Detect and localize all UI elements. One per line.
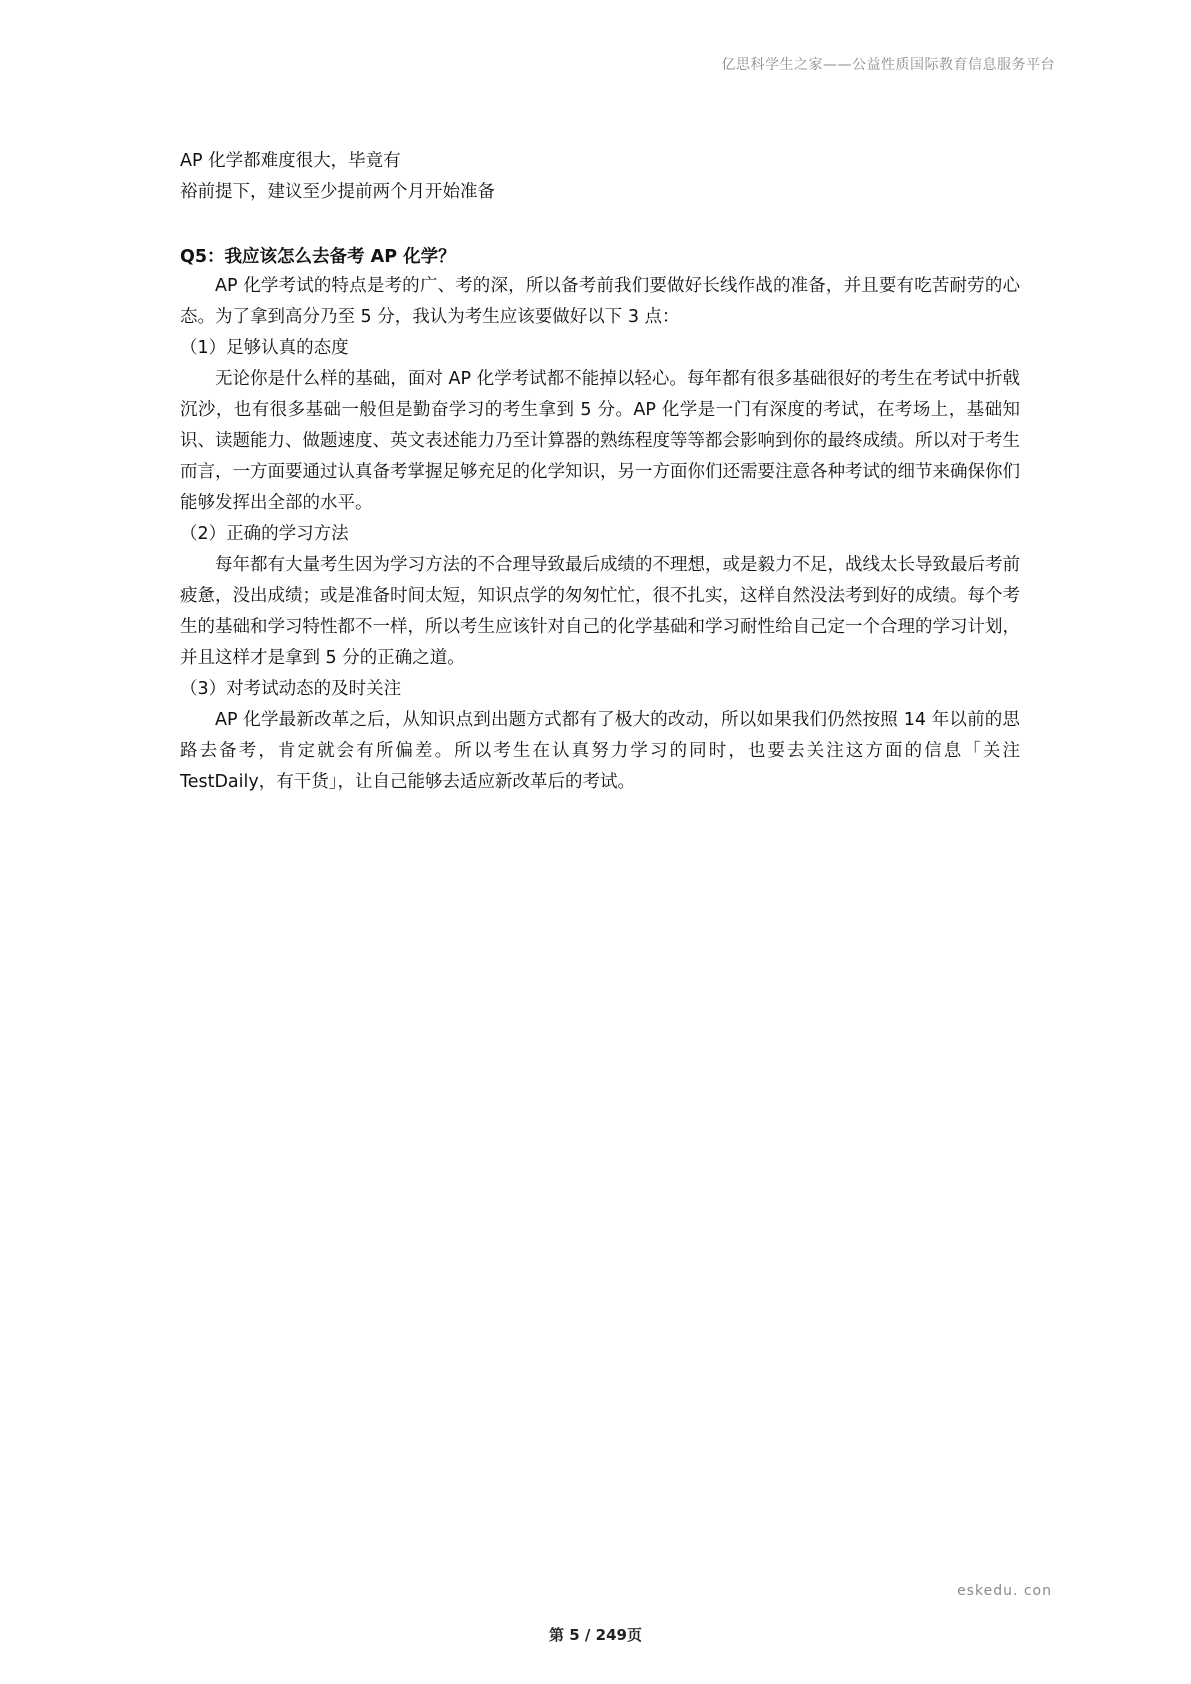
intro-line-2: 裕前提下，建议至少提前两个月开始准备 bbox=[180, 182, 495, 202]
footer-site-url: eskedu. con bbox=[957, 1583, 1052, 1599]
point-1-heading: （1）足够认真的态度 bbox=[180, 338, 349, 358]
section-intro-paragraph: AP 化学考试的特点是考的广、考的深，所以备考前我们要做好长线作战的准备，并且要有吃苦耐劳的心态。为了拿到高分乃至 5 分，我认为考生应该要做好以下 3 点： bbox=[180, 276, 1020, 327]
document-body bbox=[180, 146, 1020, 798]
point-1-body: 无论你是什么样的基础，面对 AP 化学考试都不能掉以轻心。每年都有很多基础很好的考生在考试中折戟沉沙，也有很多基础一般但是勤奋学习的考生拿到 5 分。AP 化学是一门有深度的考试，在考场上，基础知识、读题能力、做题速度、英文表述能力乃至计算器的熟练程度等等都会影响到你的最终成绩。所以对于考生而言，一方面要通过认真备考掌握足够充足的化学知识，另一方面你们还需要注意各种考试的细节来确保你们能够发挥出全部的水平。 bbox=[180, 369, 1020, 513]
point-3-body: AP 化学最新改革之后，从知识点到出题方式都有了极大的改动，所以如果我们仍然按照 14 年以前的思路去备考，肯定就会有所偏差。所以考生在认真努力学习的同时，也要去关注这方面的信息「关注 TestDaily，有干货」，让自己能够去适应新改革后的考试。 bbox=[180, 710, 1020, 792]
point-3-heading: （3）对考试动态的及时关注 bbox=[180, 679, 402, 699]
header-site-title: 亿思科学生之家——公益性质国际教育信息服务平台 bbox=[721, 57, 1055, 73]
page-number: 第 5 / 249页 bbox=[549, 1626, 642, 1644]
section-title: Q5：我应该怎么去备考 AP 化学？ bbox=[180, 247, 456, 267]
point-2-body: 每年都有大量考生因为学习方法的不合理导致最后成绩的不理想，或是毅力不足，战线太长导致最后考前疲惫，没出成绩；或是准备时间太短，知识点学的匆匆忙忙，很不扎实，这样自然没法考到好的成绩。每个考生的基础和学习特性都不一样，所以考生应该针对自己的化学基础和学习耐性给自己定一个合理的学习计划，并且这样才是拿到 5 分的正确之道。 bbox=[180, 555, 1020, 668]
intro-line-1: AP 化学都难度很大，毕竟有 bbox=[180, 151, 401, 171]
point-2-heading: （2）正确的学习方法 bbox=[180, 524, 349, 544]
